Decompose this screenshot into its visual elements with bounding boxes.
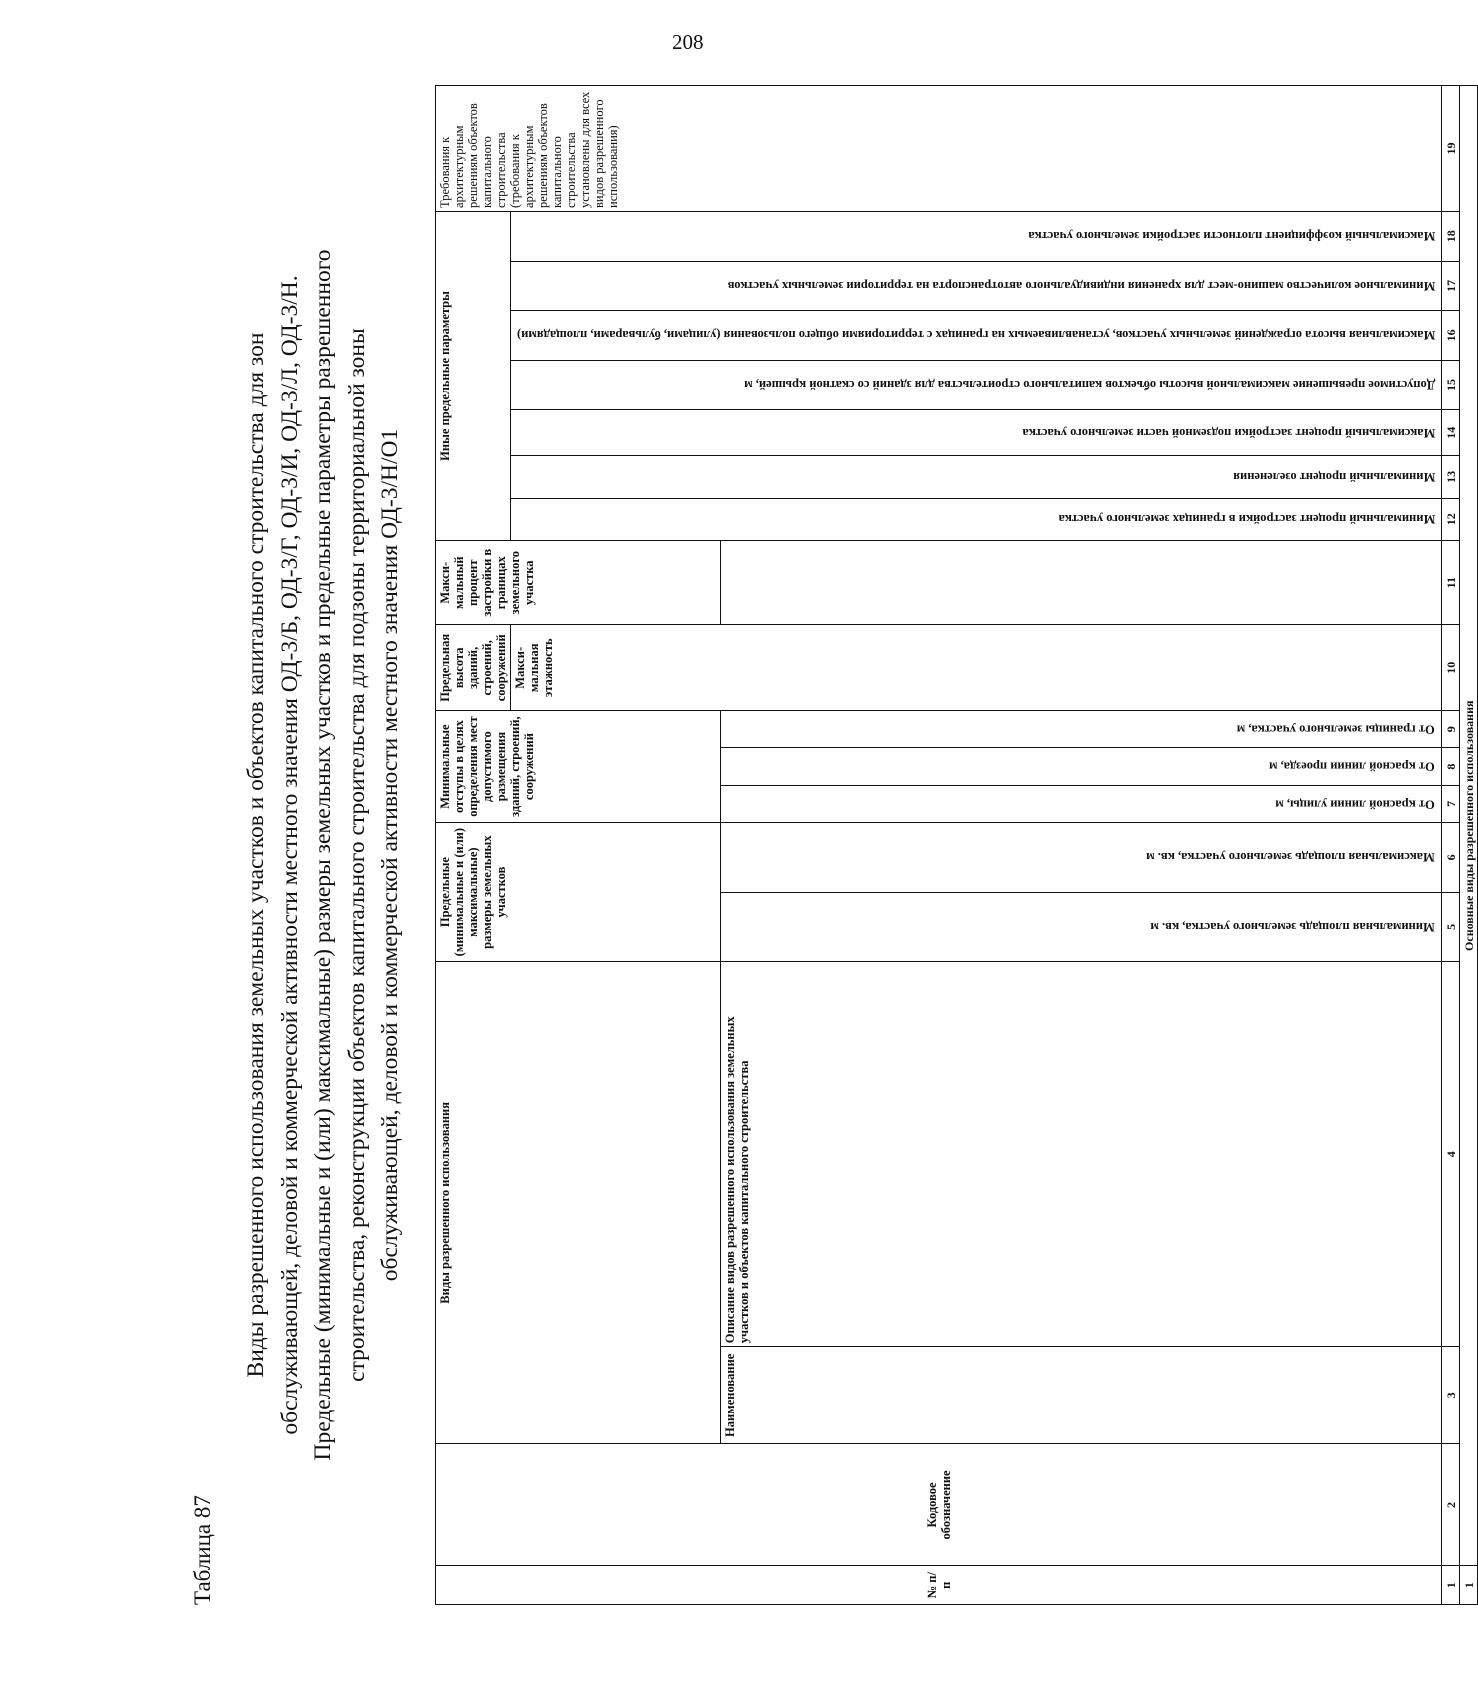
col-number: 5 — [1442, 892, 1460, 962]
col-number: 11 — [1442, 540, 1460, 624]
header-border: От границы земельного участка, м — [720, 711, 1442, 748]
heading-line: Предельные (минимальные и (или) максимальные) размеры земельных участков и предельные параметры разрешенного — [310, 249, 336, 1461]
header-c18: Максимальный коэффициент плотности застройки земельного участка — [511, 211, 1442, 261]
col-number: 2 — [1442, 1444, 1460, 1566]
page-number: 208 — [672, 30, 704, 54]
header-name: Наименование — [720, 1347, 1442, 1444]
header-code: Кодовое обозначение — [436, 1444, 1442, 1566]
header-height: Предельная высота зданий, строений, сооружений — [436, 625, 511, 711]
header-red-drive: От красной линии проезда, м — [720, 748, 1442, 785]
col-number: 17 — [1442, 261, 1460, 311]
header-sizes: Предельные (минимальные и (или) максимальные) размеры земельных участков — [436, 823, 721, 962]
col-number: 1 — [1442, 1566, 1460, 1605]
header-c17: Минимальное количество машино-мест для хранения индивидуального автотранспорта на территории земельных участков — [511, 261, 1442, 311]
col-number: 13 — [1442, 456, 1460, 498]
rotated-page-content — [190, 85, 1476, 1605]
header-c14: Максимальный процент застройки подземной части земельного участка — [511, 410, 1442, 456]
col-number: 19 — [1442, 86, 1460, 212]
table-label: Таблица 87 — [190, 1495, 215, 1605]
heading-line: Виды разрешенного использования земельных участков и объектов капитального строительства для зон — [243, 332, 269, 1378]
col-number: 7 — [1442, 785, 1460, 822]
header-vri: Виды разрешенного использования — [436, 962, 721, 1444]
header-min-area: Минимальная площадь земельного участка, кв. м — [720, 892, 1442, 962]
heading-line: обслуживающей, деловой и коммерческой активности местного значения ОД-3/Б, ОД-3/Г, ОД-3/И, ОД-3/Л, ОД-3/Н. — [276, 275, 303, 1435]
base-row-num: 1 — [1460, 1566, 1478, 1605]
column-numbers-row — [1442, 86, 1460, 1605]
heading-line: строительства, реконструкции объектов капитального строительства для подзоны территориальной зоны — [343, 328, 370, 1382]
header-red-street: От красной линии улицы, м — [720, 785, 1442, 822]
base-row-title: Основные виды разрешенного использования — [1460, 86, 1478, 1566]
header-coverage: Макси-мальный процент застройки в границах земельного участка — [436, 540, 721, 624]
header-c15: Допустимое превышение максимальной высоты объектов капитального строительства для зданий со скатной крышей, м — [511, 360, 1442, 410]
regulations-table — [435, 85, 1478, 1605]
col-number: 12 — [1442, 498, 1460, 540]
col-number: 6 — [1442, 823, 1460, 893]
header-c19: Требования к архитектурным решениям объектов капитального строительства (требования к архитектурным решениям объектов капитального строительства установлены для всех видов разрешенного использования) — [436, 86, 1442, 212]
header-c16: Максимальная высота ограждений земельных участков, устанавливаемых на границах с территориями общего пользования (улицами, бульварами, площадями) — [511, 311, 1442, 361]
col-number: 18 — [1442, 211, 1460, 261]
col-number: 16 — [1442, 311, 1460, 361]
col-number: 8 — [1442, 748, 1460, 785]
header-other: Иные предельные параметры — [436, 211, 511, 540]
header-max-area: Максимальная площадь земельного участка, кв. м — [720, 823, 1442, 893]
col-number: 15 — [1442, 360, 1460, 410]
header-c12: Минимальный процент застройки в границах земельного участка — [511, 498, 1442, 540]
col-number: 14 — [1442, 410, 1460, 456]
header-c13: Минимальный процент озеленения — [511, 456, 1442, 498]
header-num: № п/п — [436, 1566, 1442, 1605]
col-number: 10 — [1442, 625, 1460, 711]
header-floors: Макси-мальная этажность — [511, 625, 1442, 711]
header-desc: Описание видов разрешенного использования земельных участков и объектов капитального строительства — [720, 962, 1442, 1347]
col-number: 9 — [1442, 711, 1460, 748]
header-coverage-spacer — [720, 540, 1442, 624]
heading-line: обслуживающей, деловой и коммерческой активности местного значения ОД-3/Н/О1 — [377, 428, 403, 1282]
base-uses-row — [1460, 86, 1478, 1605]
header-setbacks: Минимальные отступы в целях определения мест допустимого размещения зданий, строений, сооружений — [436, 711, 721, 823]
table-heading — [240, 105, 408, 1605]
col-number: 4 — [1442, 962, 1460, 1347]
col-number: 3 — [1442, 1347, 1460, 1444]
